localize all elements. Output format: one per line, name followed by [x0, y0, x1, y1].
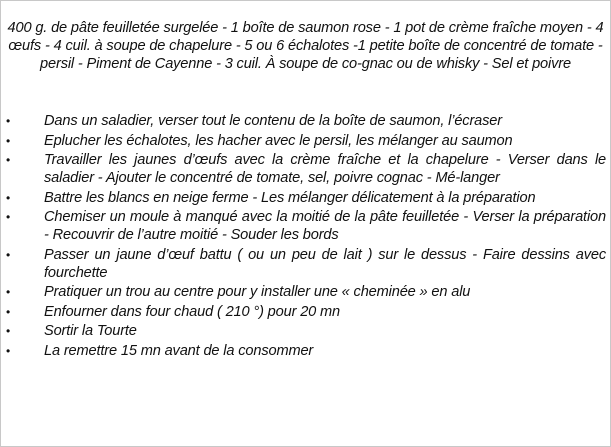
list-item [1, 303, 608, 321]
list-item [1, 246, 608, 282]
bullet-icon: • [6, 133, 11, 148]
step-text: Dans un saladier, verser tout le contenu de la boîte de saumon, l’écraser [44, 113, 502, 129]
steps-list [1, 112, 608, 361]
list-item [1, 283, 608, 301]
bullet-icon: • [6, 210, 11, 224]
bullet-icon: • [6, 190, 11, 205]
step-text: Eplucher les échalotes, les hacher avec le persil, les mélanger au saumon [44, 132, 513, 149]
step-text: Enfourner dans four chaud ( 210 °) pour 20 mn [44, 303, 341, 320]
list-item [1, 112, 608, 130]
list-item [1, 132, 608, 150]
bullet-icon: • [6, 285, 11, 299]
step-text: Battre les blancs en neige ferme - Les mélanger délicatement à la préparation [44, 189, 536, 206]
step-text: Pratiquer un trou au centre pour y installer une « cheminée » en alu [44, 284, 471, 300]
bullet-icon: • [6, 343, 11, 358]
bullet-icon: • [6, 114, 11, 128]
list-item [1, 208, 608, 244]
bullet-icon: • [6, 153, 11, 167]
list-item [1, 342, 608, 360]
step-text: La remettre 15 mn avant de la consommer [44, 342, 314, 359]
list-item [1, 189, 608, 207]
bullet-icon: • [6, 324, 11, 338]
list-item [1, 151, 608, 187]
ingredients-paragraph: 400 g. de pâte feuilletée surgelée - 1 boîte de saumon rose - 1 pot de crème fraîche moyen - 4 œufs - 4 cuil. à soupe de chapelure - 5 ou 6 échalotes -1 petite boîte de concentré de tomate - persil - Piment de Cayenne - 3 cuil. À soupe de co-gnac ou de whisky - Sel et poivre [7, 20, 604, 72]
list-item [1, 322, 608, 340]
bullet-icon: • [6, 247, 11, 262]
step-text: Sortir la Tourte [44, 323, 137, 339]
bullet-icon: • [6, 304, 11, 319]
step-text: Travailler les jaunes d’œufs avec la crème fraîche et la chapelure - Verser dans le saladier - Ajouter le concentré de tomate, sel, poivre cognac - Mé-langer [44, 152, 606, 186]
step-text: Chemiser un moule à manqué avec la moitié de la pâte feuilletée - Verser la préparation - Recouvrir de l’autre moitié - Souder les bords [44, 209, 606, 243]
step-text: Passer un jaune d’œuf battu ( ou un peu de lait ) sur le dessus - Faire dessins avec fourchette [44, 246, 606, 281]
